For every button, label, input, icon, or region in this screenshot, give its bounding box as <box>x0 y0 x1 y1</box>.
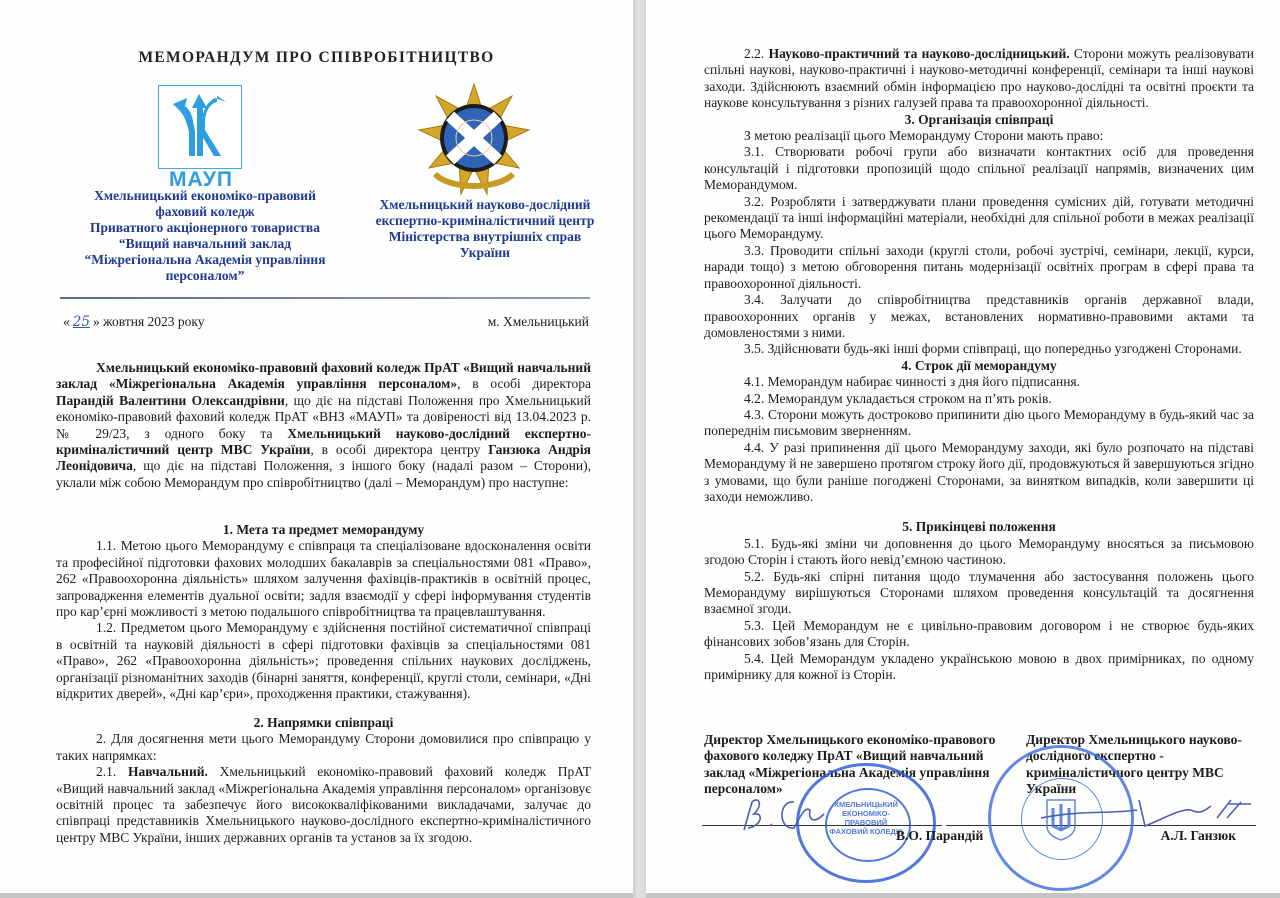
expert-center-stamp-icon <box>988 745 1134 891</box>
preamble-paragraph: Хмельницький економіко-правовий фаховий коледж ПрАТ «Вищий навчальний заклад «Міжрегіональна Академія управління персоналом», в особі директора Парандій Валентини Олександрівни, що діє на підставі Положення про Хмельницький економіко-правовий фаховий коледж ПрАТ «ВНЗ «МАУП» та довіреності від 13.04.2023 р. № 29/23, з одного боку та Хмельницький науково-дослідний експертно-криміналістичний центр МВС України, в особі директора центру Ганзюка Андрія Леонідовича, що діє на підставі Положення, з іншого боку (надалі разом – Сторони), уклали між собою Меморандум про співробітництво (далі – Меморандум) про наступне: <box>56 360 591 490</box>
signatory-right-name: А.Л. Ганзюк <box>1160 828 1236 843</box>
signatory-left-title: Директор Хмельницького економіко-правового фахового коледжу ПрАТ «Вищий навчальний заклад «Міжрегіональна Академія управління персоналом» <box>704 732 996 797</box>
clause-3-4: 3.4. Залучати до співробітництва представників органів державної влади, правоохоронних органів у межах, встановлених нормативно-правовими актами та домовленостями з ними. <box>704 292 1254 340</box>
document-title: МЕМОРАНДУМ ПРО СПІВРОБІТНИЦТВО <box>138 49 495 66</box>
clause-4-2: 4.2. Меморандум укладається строком на п’ять років. <box>744 390 1052 406</box>
header-divider <box>60 297 590 299</box>
college-name: Хмельницький економіко-правовий фаховий коледж Приватного акціонерного товариства “Вищий навчальний заклад “Міжрегіональна Академія управління персоналом” <box>84 188 326 283</box>
section-heading: 3. Організація співпраці <box>904 111 1054 127</box>
clause-3-1: 3.1. Створювати робочі групи або визначати контактних осіб для проведення консультацій і підготовки пропозицій щодо спільної реалізації напрямів, визначених цим Меморандумом. <box>704 144 1254 193</box>
clause-3-2: 3.2. Розробляти і затверджувати плани проведення сумісних дій, готувати методичні рекомендації та інші інформаційні матеріали, необхідні для спільної роботи в межах реалізації цього Меморандуму. <box>704 193 1254 242</box>
clause-5-2: 5.2. Будь-які спірні питання щодо тлумачення або застосування положень цього Меморандуму вирішуються Сторонами шляхом проведення консультацій та досягнення взаємної згоди. <box>704 568 1254 617</box>
signatory-left-name: В.О. Парандій <box>896 828 984 843</box>
clause-5-4: 5.4. Цей Меморандум укладено українською мовою в двох примірниках, по одному примірнику для кожної із Сторін. <box>704 650 1254 683</box>
trident-icon <box>1041 796 1081 842</box>
clause-1-1: 1.1. Метою цього Меморандуму є співпраця та спеціалізоване вдосконалення освіти та професійної підготовки фахових молодших бакалаврів за спеціальностями 081 «Право», 262 «Правоохоронна діяльність» шляхом залучення фахівців-практиків в освітній процес, запровадження елементів дуальної освіти; задля взаємодії у сфері інформування студентів про кар’єрні можливості з метою подальшого співробітництва та працевлаштування. <box>56 538 591 620</box>
document-city: м. Хмельницький <box>487 314 589 329</box>
page-gutter <box>633 0 646 898</box>
signatory-right-title: Директор Хмельницького науково-дослідного експертно - криміналістичного центру МВС України <box>1026 732 1242 797</box>
section-1 <box>56 522 591 702</box>
section-3-lead: З метою реалізації цього Меморандуму Сторони мають право: <box>744 128 1104 144</box>
college-stamp-icon: ХМЕЛЬНИЦЬКИЙ ЕКОНОМІКО-ПРАВОВИЙ ФАХОВИЙ КОЛЕДЖ <box>796 763 936 883</box>
clause-3-3: 3.3. Проводити спільні заходи (круглі столи, робочі зустрічі, семінари, лекції, курси, наради тощо) з метою обговорення питань модернізації освітніх програм в сфері права та правоохоронної діяльності. <box>704 242 1254 291</box>
handwritten-day: 25 <box>72 314 90 330</box>
expert-center-name: Хмельницький науково-дослідний експертно-криміналістичний центр Міністерства внутрішніх справ України <box>375 197 595 260</box>
page-2-body <box>704 46 1254 683</box>
document-page-1 <box>0 0 633 893</box>
clause-4-4: 4.4. У разі припинення дії цього Меморандуму заходи, які було розпочато на підставі Меморандуму й не завершено протягом строку його дії, продовжуються й завершуються згідно з умовами, що були раніше погоджені Сторонами, за винятком випадків, коли завершити ці заходи неможливо. <box>704 439 1254 504</box>
clause-2: 2. Для досягнення мети цього Меморандуму Сторони домовилися про співпрацю у таких напрямках: <box>56 731 591 763</box>
maup-logo-icon <box>158 85 242 169</box>
clause-5-1: 5.1. Будь-які зміни чи доповнення до цього Меморандуму вносяться за письмовою згодою Сторін і стають його невід’ємною частиною. <box>704 535 1254 568</box>
clause-2-2: 2.2. Науково-практичний та науково-дослідницький. Сторони можуть реалізовувати спільні наукові, науково-практичні і науково-методичні конференції, семінари та інші наукові заходи. Здійснюють взаємний обмін інформацією про науково-дослідні та освітні проєкти та наукове консультування з різних галузей права та правоохоронної діяльності. <box>704 46 1255 111</box>
expert-service-emblem-icon <box>415 82 533 200</box>
clause-4-3: 4.3. Сторони можуть достроково припинити дію цього Меморандуму в будь-який час за попереднім письмовим зверненням. <box>704 406 1254 439</box>
maup-wordmark: МАУП <box>168 168 234 191</box>
section-heading: 1. Мета та предмет меморандуму <box>222 522 425 537</box>
clause-1-2: 1.2. Предметом цього Меморандуму є здійснення постійної систематичної співпраці в освітній та науковій діяльності в сфері підготовки фахівців за спеціальностями 081 «Право», 262 «Правоохоронна діяльність»; проведення спільних наукових досліджень, організації різноманітних заходів (бінарні заняття, конференції, круглі столи, семінари, «Дні відкритих дверей», «Дні кар’єри», проходження практики, стажування). <box>56 620 591 702</box>
section-heading: 2. Напрямки співпраці <box>253 715 394 730</box>
section-2 <box>56 715 591 846</box>
clause-2-1: 2.1. Навчальний. Хмельницький економіко-правовий фаховий коледж ПрАТ «Вищий навчальний заклад «Міжрегіональна Академія управління персоналом» організовує освітній процес та забезпечує його висококваліфікованими викладачами, залучає до співпраці представників Хмельницького науково-дослідного експертно-криміналістичного центру МВС України, інших державних органів та установ за їх згодою. <box>56 764 591 845</box>
clause-4-1: 4.1. Меморандум набирає чинності з дня його підписання. <box>744 374 1081 390</box>
section-heading: 5. Прикінцеві положення <box>902 519 1056 535</box>
document-date: « 25 » жовтня 2023 року <box>63 314 205 330</box>
clause-3-5: 3.5. Здійснювати будь-які інші форми співпраці, що попередньо узгоджені Сторонами. <box>744 341 1242 357</box>
clause-5-3: 5.3. Цей Меморандум не є цивільно-правовим договором і не створює будь-яких фінансових зобов’язань для Сторін. <box>704 617 1254 650</box>
section-heading: 4. Строк дії меморандуму <box>901 357 1057 373</box>
document-page-2 <box>646 0 1280 893</box>
